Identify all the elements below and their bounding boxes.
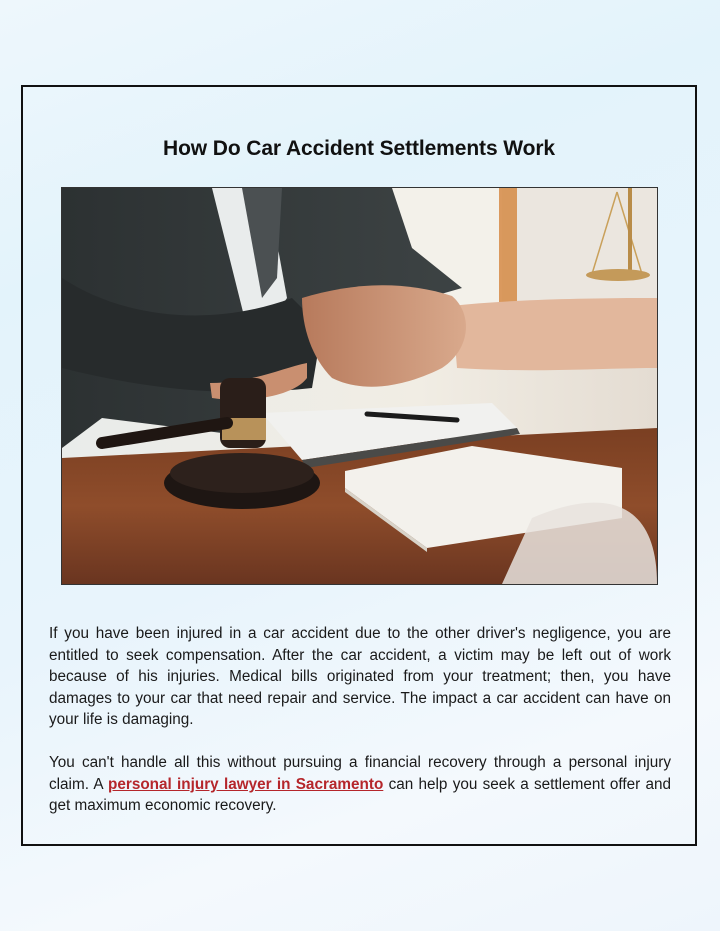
cta-paragraph	[49, 752, 671, 817]
handshake-photo-icon	[62, 188, 657, 584]
cta-text-after-link: can help you seek a settlement offer and get maximum economic recovery.	[49, 775, 671, 815]
cta-text-before-link: You can't handle all this without pursuing a financial recovery through a personal injury claim. A	[49, 754, 671, 793]
document-frame	[21, 85, 697, 846]
personal-injury-lawyer-link[interactable]: personal injury lawyer in Sacramento	[108, 775, 384, 793]
page-title: How Do Car Accident Settlements Work	[163, 137, 555, 160]
intro-paragraph: If you have been injured in a car accident due to the other driver's negligence, you are entitled to seek compensation. After the car accident, a victim may be left out of work because of his injuries. Medical bills originated from your treatment; then, you have damages to your car that need repair and service. The impact a car accident can have on your life is damaging.	[49, 625, 671, 729]
handshake-photo	[61, 187, 658, 585]
